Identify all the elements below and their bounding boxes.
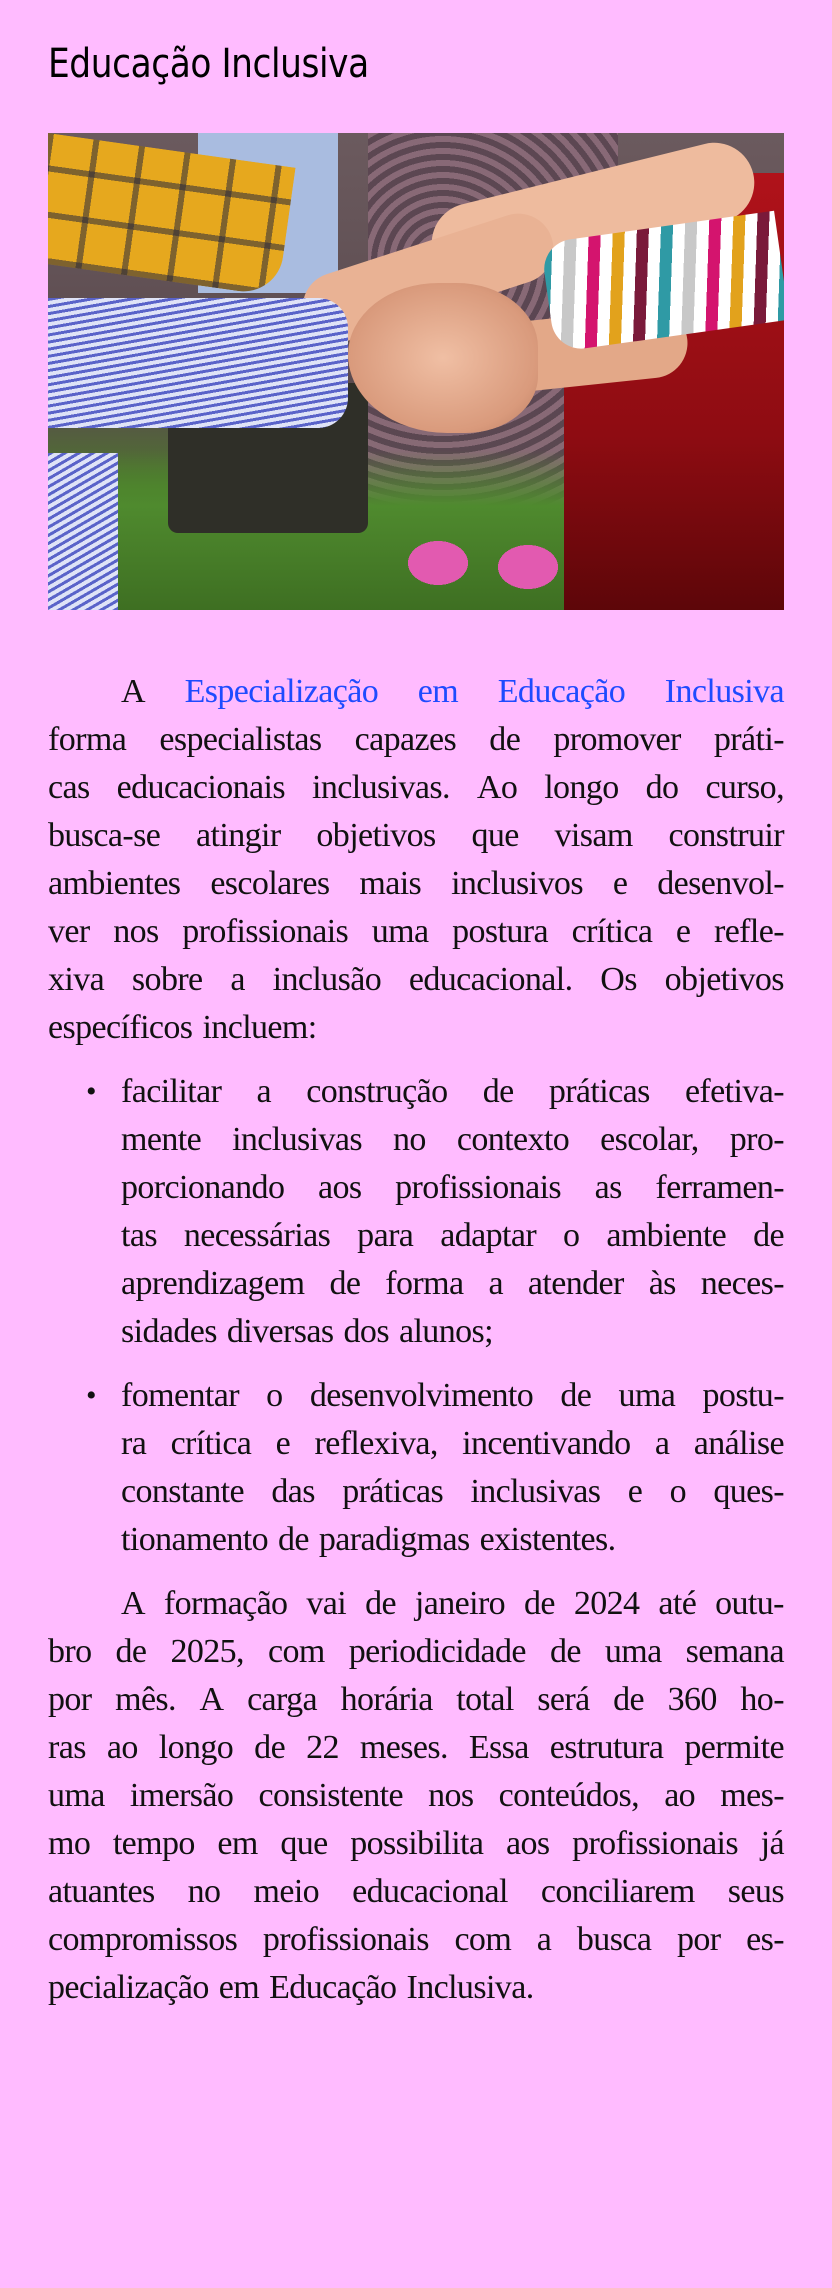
- word: meio: [253, 1873, 320, 1910]
- word: com: [454, 1921, 512, 1958]
- word: tas: [121, 1217, 157, 1254]
- word: visam: [554, 817, 633, 854]
- word: uma: [618, 1377, 676, 1414]
- word: facilitar: [121, 1073, 222, 1110]
- text-line: [121, 1468, 784, 1516]
- intro-lead: A: [121, 673, 145, 710]
- word: por: [676, 1921, 721, 1958]
- word: imersão: [129, 1777, 234, 1814]
- intro-paragraph: [48, 668, 784, 1052]
- schedule-paragraph: [48, 1580, 784, 2012]
- word: Os: [600, 961, 637, 998]
- text-line: [121, 1516, 784, 1564]
- text-line: [121, 1116, 784, 1164]
- word: carga: [247, 1681, 318, 1718]
- word: ver: [48, 913, 90, 950]
- text-line: [48, 1820, 784, 1868]
- word: mês.: [115, 1681, 176, 1718]
- text-line: [48, 1772, 784, 1820]
- text-line: [48, 1004, 784, 1052]
- word: inclusão: [272, 961, 382, 998]
- word: ambiente: [606, 1217, 727, 1254]
- text-line: [121, 1420, 784, 1468]
- word: postura: [452, 913, 548, 950]
- word: até: [658, 1585, 697, 1622]
- word: es-: [746, 1921, 784, 1958]
- word: do: [645, 769, 679, 806]
- word: ra: [121, 1425, 147, 1462]
- word: nos: [113, 913, 159, 950]
- word: ao: [106, 1729, 138, 1766]
- text-line: [48, 1964, 784, 2012]
- word: das: [271, 1473, 315, 1510]
- word: a: [654, 1425, 670, 1462]
- word: no: [187, 1873, 221, 1910]
- text-line: [121, 1372, 784, 1420]
- word: janeiro: [414, 1585, 506, 1622]
- word: vai: [306, 1585, 347, 1622]
- word: forma: [385, 1265, 464, 1302]
- word: será: [537, 1681, 590, 1718]
- word: longo: [158, 1729, 234, 1766]
- word: já: [760, 1825, 784, 1862]
- word: aos: [505, 1825, 550, 1862]
- text-line: [48, 1724, 784, 1772]
- word: profissionais: [395, 1169, 562, 1206]
- word: reflexiva,: [314, 1425, 438, 1462]
- word: o: [266, 1377, 283, 1414]
- text-line: [48, 764, 784, 812]
- word: Ao: [476, 769, 518, 806]
- word: paradigmas: [318, 1521, 470, 1558]
- hero-image: [48, 133, 784, 610]
- word: para: [357, 1217, 414, 1254]
- text-line: [48, 812, 784, 860]
- word: no: [393, 1121, 426, 1158]
- word: inclusivos: [451, 865, 583, 902]
- word: incentivando: [462, 1425, 631, 1462]
- word: em: [217, 1825, 258, 1862]
- word: aprendizagem: [121, 1265, 305, 1302]
- word: aos: [317, 1169, 362, 1206]
- word: mes-: [720, 1777, 784, 1814]
- word: fomentar: [121, 1377, 239, 1414]
- word: crítica: [571, 913, 653, 950]
- word: semana: [685, 1633, 784, 1670]
- word: de: [549, 1633, 581, 1670]
- article-body: [48, 668, 784, 2012]
- objectives-list: [48, 1068, 784, 1564]
- word: horária: [340, 1681, 433, 1718]
- word: práticas: [548, 1073, 650, 1110]
- word: profissionais: [262, 1921, 429, 1958]
- word: inclusivas: [470, 1473, 601, 1510]
- word: ras: [48, 1729, 86, 1766]
- bullet-icon: •: [86, 1075, 96, 1108]
- word: compromissos: [48, 1921, 238, 1958]
- word: alunos;: [398, 1313, 493, 1350]
- text-line: [121, 1164, 784, 1212]
- word: por: [48, 1681, 92, 1718]
- word: análise: [693, 1425, 784, 1462]
- word: crítica: [170, 1425, 252, 1462]
- text-line: [48, 716, 784, 764]
- text-line: [121, 1212, 784, 1260]
- word: uma: [48, 1777, 105, 1814]
- word: de: [524, 1585, 555, 1622]
- text-line: [48, 1676, 784, 1724]
- objective-item: [48, 1068, 784, 1356]
- text-line: [48, 908, 784, 956]
- word: outu-: [715, 1585, 784, 1622]
- word: ques-: [713, 1473, 784, 1510]
- word: sobre: [131, 961, 203, 998]
- word: refle-: [713, 913, 784, 950]
- word: inclusivas.: [311, 769, 450, 806]
- word: permite: [684, 1729, 784, 1766]
- word: ao: [664, 1777, 696, 1814]
- word: a: [256, 1073, 272, 1110]
- word: construção: [306, 1073, 448, 1110]
- word: de: [115, 1633, 147, 1670]
- word: que: [280, 1825, 328, 1862]
- word: curso,: [705, 769, 784, 806]
- word: profissionais: [572, 1825, 739, 1862]
- intro-line-first: [48, 668, 784, 716]
- photo-striped-sleeve: [48, 453, 118, 610]
- word: tempo: [112, 1825, 195, 1862]
- word: nos: [428, 1777, 474, 1814]
- course-link-word[interactable]: Inclusiva: [664, 673, 784, 710]
- page-title: Educação Inclusiva: [48, 41, 369, 87]
- word: estrutura: [549, 1729, 664, 1766]
- word: de: [329, 1265, 361, 1302]
- word: tionamento: [121, 1521, 268, 1558]
- word: mente: [121, 1121, 202, 1158]
- word: formação: [163, 1585, 288, 1622]
- word: uma: [604, 1633, 662, 1670]
- word: periodicidade: [348, 1633, 526, 1670]
- word: A: [199, 1681, 224, 1718]
- word: desenvolvimento: [309, 1377, 534, 1414]
- word: de: [560, 1377, 592, 1414]
- word: em: [218, 1969, 260, 2006]
- word: o: [563, 1217, 580, 1254]
- word: e: [612, 865, 628, 902]
- word: atuantes: [48, 1873, 155, 1910]
- word: seus: [727, 1873, 784, 1910]
- bullet-icon: •: [86, 1379, 96, 1412]
- course-link-word[interactable]: Especialização: [184, 673, 379, 710]
- word: de: [254, 1729, 286, 1766]
- objective-item: [48, 1372, 784, 1564]
- word: escolares: [210, 865, 330, 902]
- word: efetiva-: [684, 1073, 784, 1110]
- word: mais: [359, 865, 422, 902]
- text-line: [121, 1308, 784, 1356]
- word: conteúdos,: [498, 1777, 640, 1814]
- word: possibilita: [350, 1825, 484, 1862]
- word: promover: [553, 721, 681, 758]
- text-line: [121, 1068, 784, 1116]
- word: a: [536, 1921, 552, 1958]
- text-line: [48, 956, 784, 1004]
- text-line: [121, 1260, 784, 1308]
- word: incluem:: [202, 1009, 317, 1046]
- word: 2024: [573, 1585, 640, 1622]
- word: cas: [48, 769, 90, 806]
- word: de: [753, 1217, 784, 1254]
- word: de: [365, 1585, 396, 1622]
- word: de: [277, 1521, 309, 1558]
- word: com: [267, 1633, 325, 1670]
- word: desenvol-: [657, 865, 784, 902]
- word: total: [456, 1681, 514, 1718]
- word: existentes.: [479, 1521, 616, 1558]
- word: constante: [121, 1473, 244, 1510]
- text-line: [48, 1916, 784, 1964]
- word: a: [230, 961, 245, 998]
- word: pecialização: [48, 1969, 209, 2006]
- word: educacional: [352, 1873, 508, 1910]
- word: consistente: [258, 1777, 403, 1814]
- word: práticas: [342, 1473, 444, 1510]
- word: bro: [48, 1633, 92, 1670]
- word: inclusivas: [232, 1121, 363, 1158]
- word: conciliarem: [540, 1873, 695, 1910]
- word: o: [669, 1473, 686, 1510]
- word: busca-se: [48, 817, 161, 854]
- word: objetivos: [664, 961, 784, 998]
- photo-striped-sleeve: [48, 298, 348, 428]
- word: de: [489, 721, 521, 758]
- word: dos: [343, 1313, 389, 1350]
- word: capazes: [354, 721, 457, 758]
- word: objetivos: [316, 817, 436, 854]
- word: 360: [667, 1681, 717, 1718]
- word: uma: [371, 913, 429, 950]
- word: e: [675, 913, 691, 950]
- word: necessárias: [183, 1217, 331, 1254]
- word: específicos: [48, 1009, 193, 1046]
- course-link-word[interactable]: Educação: [497, 673, 626, 710]
- word: atender: [527, 1265, 624, 1302]
- word: longo: [544, 769, 619, 806]
- word: escolar,: [600, 1121, 699, 1158]
- word: porcionando: [121, 1169, 285, 1206]
- word: Educação: [269, 1969, 397, 2006]
- photo-pink-shoes: [408, 533, 558, 593]
- text-line: [48, 1580, 784, 1628]
- word: educacionais: [116, 769, 285, 806]
- word: práti-: [713, 721, 784, 758]
- word: e: [275, 1425, 291, 1462]
- word: construir: [668, 817, 784, 854]
- word: neces-: [700, 1265, 784, 1302]
- word: A: [121, 1585, 145, 1622]
- word: Inclusiva.: [406, 1969, 534, 2006]
- word: adaptar: [440, 1217, 537, 1254]
- word: ho-: [740, 1681, 784, 1718]
- word: sidades: [121, 1313, 217, 1350]
- text-line: [48, 860, 784, 908]
- word: às: [648, 1265, 676, 1302]
- word: ferramen-: [655, 1169, 784, 1206]
- text-line: [48, 1868, 784, 1916]
- word: forma: [48, 721, 127, 758]
- word: xiva: [48, 961, 105, 998]
- course-link-word[interactable]: em: [417, 673, 459, 710]
- word: e: [627, 1473, 643, 1510]
- word: profissionais: [182, 913, 349, 950]
- word: especialistas: [159, 721, 322, 758]
- word: a: [488, 1265, 503, 1302]
- word: Essa: [468, 1729, 529, 1766]
- word: de: [482, 1073, 514, 1110]
- word: meses.: [359, 1729, 448, 1766]
- word: contexto: [456, 1121, 570, 1158]
- text-line: [48, 1628, 784, 1676]
- word: 2025,: [170, 1633, 244, 1670]
- word: postu-: [702, 1377, 784, 1414]
- word: mo: [48, 1825, 91, 1862]
- word: atingir: [196, 817, 281, 854]
- word: pro-: [729, 1121, 784, 1158]
- word: que: [471, 817, 519, 854]
- word: busca: [576, 1921, 652, 1958]
- word: 22: [306, 1729, 339, 1766]
- word: educacional.: [408, 961, 573, 998]
- word: diversas: [226, 1313, 334, 1350]
- word: de: [613, 1681, 645, 1718]
- word: as: [594, 1169, 622, 1206]
- word: ambientes: [48, 865, 181, 902]
